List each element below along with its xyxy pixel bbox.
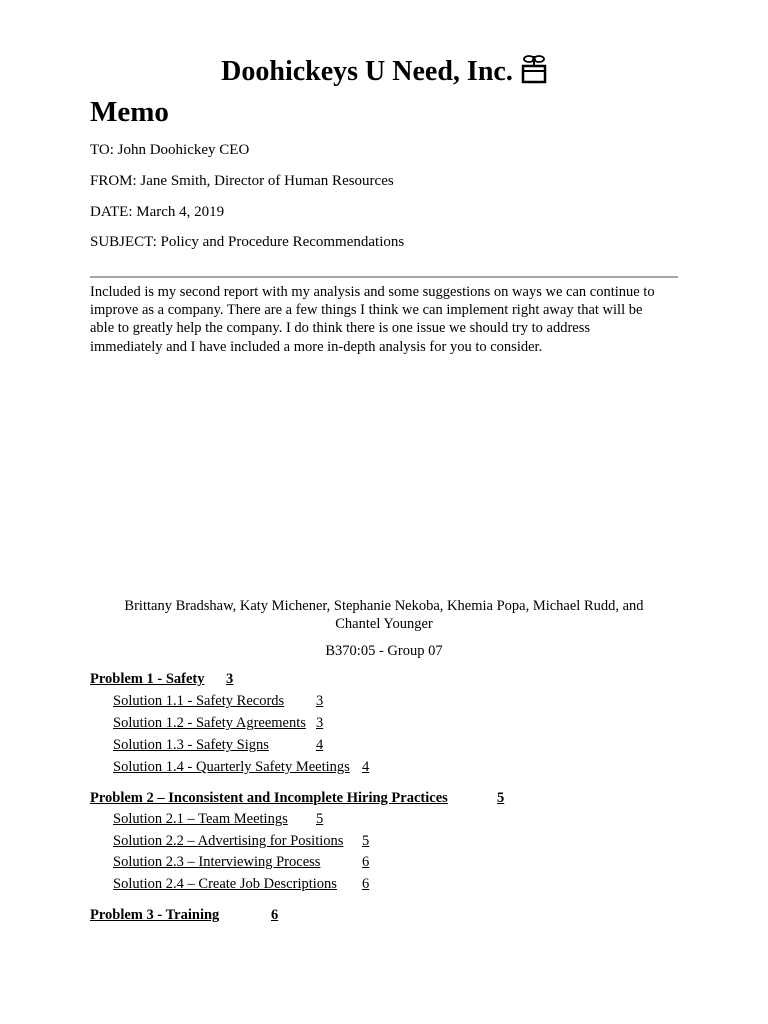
memo-subject: SUBJECT: Policy and Procedure Recommendations <box>90 234 405 250</box>
toc-problem-1[interactable]: Problem 1 - Safety <box>90 671 205 687</box>
memo-to: TO: John Doohickey CEO <box>90 142 250 158</box>
company-name: Doohickeys U Need, Inc. <box>221 56 513 87</box>
toc-solution-1-3-page[interactable]: 4 <box>316 737 324 753</box>
toc-solution-2-4-page[interactable]: 6 <box>362 876 370 892</box>
toc-solution-2-3[interactable]: Solution 2.3 – Interviewing Process <box>113 854 321 870</box>
toc-solution-1-4-page[interactable]: 4 <box>362 759 370 775</box>
memo-title: Memo <box>90 96 169 128</box>
toc-solution-2-4[interactable]: Solution 2.4 – Create Job Descriptions <box>113 876 337 892</box>
toc-problem-2[interactable]: Problem 2 – Inconsistent and Incomplete Hiring Practices <box>90 790 448 806</box>
toc-solution-2-3-page[interactable]: 6 <box>362 854 370 870</box>
toc-problem-3[interactable]: Problem 3 - Training <box>90 907 220 923</box>
toc-solution-2-2[interactable]: Solution 2.2 – Advertising for Positions <box>113 833 344 849</box>
toc-problem-1-page[interactable]: 3 <box>226 671 234 687</box>
toc-solution-1-3[interactable]: Solution 1.3 - Safety Signs <box>113 737 269 753</box>
gift-box-icon <box>521 54 547 92</box>
memo-date: DATE: March 4, 2019 <box>90 204 225 220</box>
memo-from: FROM: Jane Smith, Director of Human Resources <box>90 173 394 189</box>
memo-body: Included is my second report with my analysis and some suggestions on ways we can continue to improve as a company. There are a few things I think we can implement right away that will be able to greatly help the company. I do think there is one issue we should try to address immediately and I have included a more in-depth analysis for you to consider. <box>90 284 655 355</box>
toc-solution-1-1-page[interactable]: 3 <box>316 693 324 709</box>
company-header <box>0 54 768 92</box>
toc-solution-2-2-page[interactable]: 5 <box>362 833 370 849</box>
course-code: B370:05 - Group 07 <box>325 643 443 659</box>
author-list: Brittany Bradshaw, Katy Michener, Stephanie Nekoba, Khemia Popa, Michael Rudd, and Chantel Younger <box>124 598 644 632</box>
toc-solution-1-4[interactable]: Solution 1.4 - Quarterly Safety Meetings <box>113 759 350 775</box>
toc-solution-2-1-page[interactable]: 5 <box>316 811 324 827</box>
divider <box>90 276 678 278</box>
toc-solution-1-1[interactable]: Solution 1.1 - Safety Records <box>113 693 285 709</box>
toc-problem-3-page[interactable]: 6 <box>271 907 279 923</box>
toc-solution-1-2[interactable]: Solution 1.2 - Safety Agreements <box>113 715 306 731</box>
toc-solution-1-2-page[interactable]: 3 <box>316 715 324 731</box>
toc-solution-2-1[interactable]: Solution 2.1 – Team Meetings <box>113 811 288 827</box>
toc-problem-2-page[interactable]: 5 <box>497 790 505 806</box>
